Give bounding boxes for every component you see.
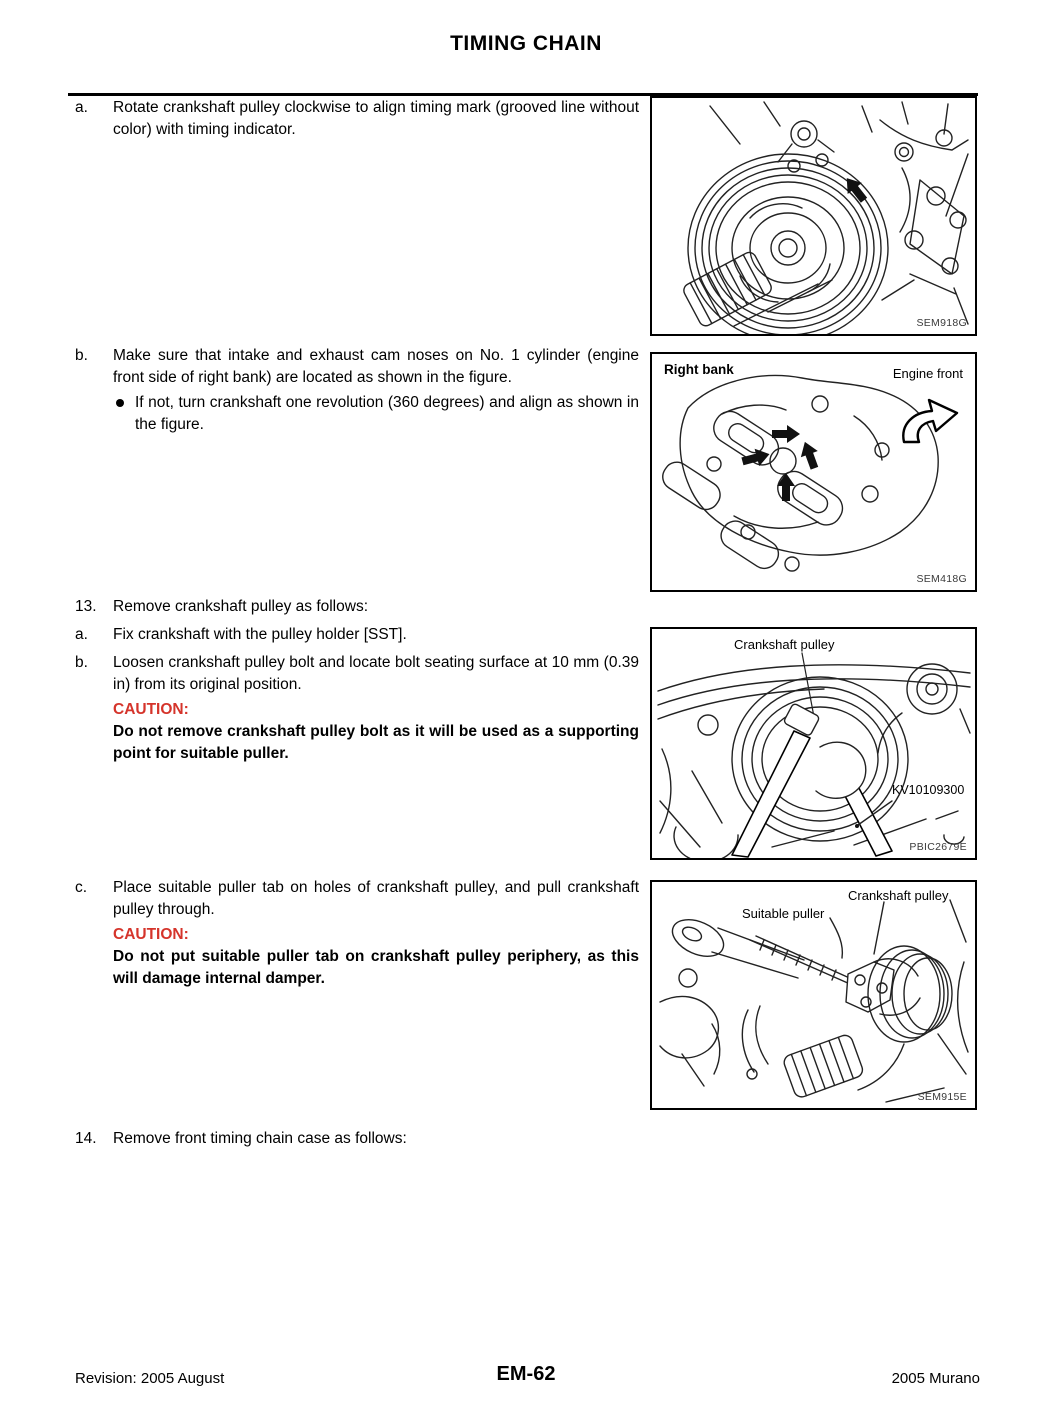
footer-revision: Revision: 2005 August	[75, 1370, 225, 1387]
tool-code-label: KV10109300	[892, 783, 965, 797]
step-body	[113, 652, 639, 765]
cam-nose-arrow-icon	[740, 445, 772, 470]
step-text: Remove crankshaft pulley as follows:	[113, 598, 369, 615]
step-13	[75, 596, 639, 618]
step-label: b.	[75, 347, 88, 364]
caution-label: CAUTION:	[113, 926, 189, 943]
figure-crankshaft-pulley-timing-mark	[650, 96, 977, 336]
engine-front-label: Engine front	[892, 366, 963, 381]
figure-pulley-bolt-tool	[650, 627, 977, 860]
caution-text: Do not remove crankshaft pulley bolt as it will be used as a supporting point for suitable puller.	[113, 723, 639, 762]
footer-model: 2005 Murano	[891, 1370, 980, 1387]
bullet-text: If not, turn crankshaft one revolution (360 degrees) and align as shown in the figure.	[135, 394, 639, 433]
engine-illustration	[652, 98, 975, 334]
step-text: Fix crankshaft with the pulley holder [SST].	[113, 626, 407, 643]
cam-nose-arrow-icon	[796, 439, 822, 471]
crankshaft-pulley-label: Crankshaft pulley	[848, 888, 949, 903]
figure-code: SEM915E	[917, 1091, 967, 1103]
crankshaft-pulley-label: Crankshaft pulley	[734, 637, 835, 652]
step-13a	[75, 624, 639, 646]
step-text: Place suitable puller tab on holes of crankshaft pulley, and pull crankshaft pulley through.	[113, 879, 639, 918]
step-label: a.	[75, 626, 88, 643]
step-13b	[75, 652, 639, 765]
figure-suitable-puller	[650, 880, 977, 1110]
page-title: TIMING CHAIN	[450, 32, 602, 55]
footer-page-number: EM-62	[496, 1363, 556, 1385]
right-bank-label: Right bank	[664, 362, 734, 377]
step-text: Rotate crankshaft pulley clockwise to align timing mark (grooved line without color) with timing indicator.	[113, 99, 639, 138]
step-text: Loosen crankshaft pulley bolt and locate bolt seating surface at 10 mm (0.39 in) from its original position.	[113, 654, 639, 693]
figure-right-bank-cam-noses	[650, 352, 977, 592]
figure-code: PBIC2679E	[909, 841, 967, 853]
suitable-puller-label: Suitable puller	[742, 906, 825, 921]
step-text: Remove front timing chain case as follows:	[113, 1130, 407, 1147]
step-a	[75, 97, 639, 141]
step-label: b.	[75, 654, 88, 671]
step-b	[75, 345, 639, 436]
bullet-item	[113, 392, 639, 436]
engine-illustration	[652, 629, 975, 858]
step-c	[75, 877, 639, 990]
caution-text: Do not put suitable puller tab on crankshaft pulley periphery, as this will damage internal damper.	[113, 948, 639, 987]
step-label: 14.	[75, 1130, 97, 1147]
step-label: a.	[75, 99, 88, 116]
step-body	[113, 345, 639, 436]
caution-label: CAUTION:	[113, 701, 189, 718]
engine-illustration	[652, 354, 975, 590]
step-label: 13.	[75, 598, 97, 615]
figure-code: SEM918G	[916, 317, 967, 329]
step-14	[75, 1128, 639, 1150]
step-body	[113, 877, 639, 990]
bullet-icon	[116, 399, 124, 407]
step-label: c.	[75, 879, 88, 896]
step-text: Make sure that intake and exhaust cam noses on No. 1 cylinder (engine front side of right bank) are located as shown in the figure.	[113, 347, 639, 386]
figure-code: SEM418G	[916, 573, 967, 585]
